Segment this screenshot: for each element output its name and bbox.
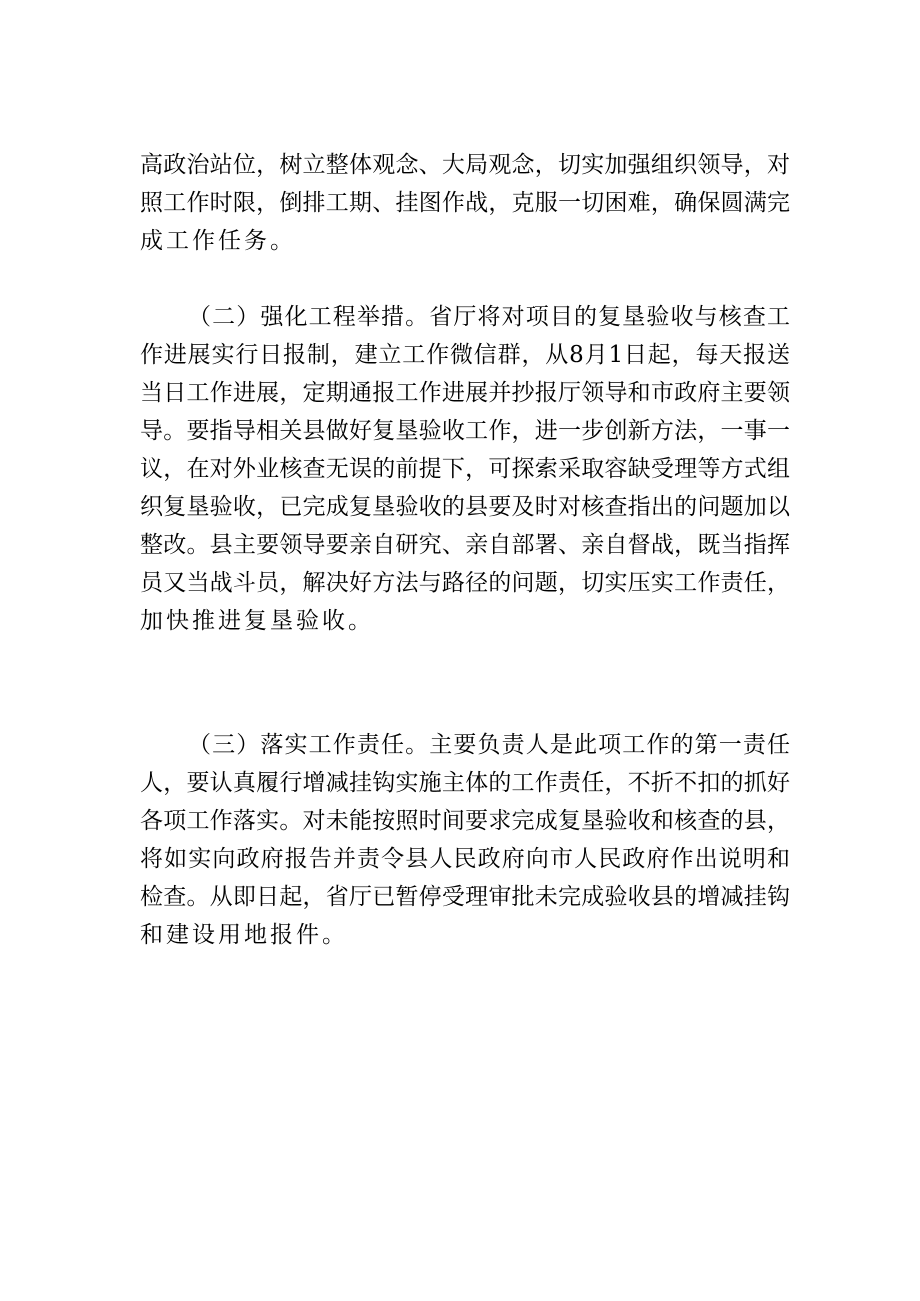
paragraph-continuation — [140, 146, 790, 260]
paragraph-line: 照工作时限，倒排工期、挂图作战，克服一切困难，确保圆满完 — [140, 190, 790, 216]
paragraph-line: 高政治站位，树立整体观念、大局观念，切实加强组织领导，对 — [140, 152, 790, 178]
paragraph-strengthen-measures — [140, 298, 790, 640]
paragraph-line: （二）强化工程举措。省厅将对项目的复垦验收与核查工 — [188, 304, 790, 330]
paragraph-line: 将如实向政府报告并责令县人民政府向市人民政府作出说明和 — [140, 846, 790, 872]
paragraph-line: （三）落实工作责任。主要负责人是此项工作的第一责任 — [188, 732, 790, 758]
paragraph-line: 检查。从即日起，省厅已暂停受理审批未完成验收县的增减挂钩 — [140, 884, 790, 910]
paragraph-line: 导。要指导相关县做好复垦验收工作，进一步创新方法，一事一 — [140, 418, 790, 444]
paragraph-line: 各项工作落实。对未能按照时间要求完成复垦验收和核查的县， — [140, 808, 790, 834]
paragraph-line: 加快推进复垦验收。 — [140, 608, 374, 634]
paragraph-line: 织复垦验收，已完成复垦验收的县要及时对核查指出的问题加以 — [140, 494, 790, 520]
paragraph-line: 作进展实行日报制，建立工作微信群，从8月1日起，每天报送 — [140, 342, 790, 368]
paragraph-line: 成工作任务。 — [140, 228, 296, 254]
paragraph-line: 议，在对外业核查无误的前提下，可探索采取容缺受理等方式组 — [140, 456, 790, 482]
paragraph-line: 人，要认真履行增减挂钩实施主体的工作责任，不折不扣的抓好 — [140, 770, 790, 796]
paragraph-line: 当日工作进展，定期通报工作进展并抄报厅领导和市政府主要领 — [140, 380, 790, 406]
paragraph-line: 和建设用地报件。 — [140, 922, 348, 948]
paragraph-implement-responsibility — [140, 726, 790, 954]
paragraph-line: 整改。县主要领导要亲自研究、亲自部署、亲自督战，既当指挥 — [140, 532, 790, 558]
paragraph-line: 员又当战斗员，解决好方法与路径的问题，切实压实工作责任， — [140, 570, 790, 596]
